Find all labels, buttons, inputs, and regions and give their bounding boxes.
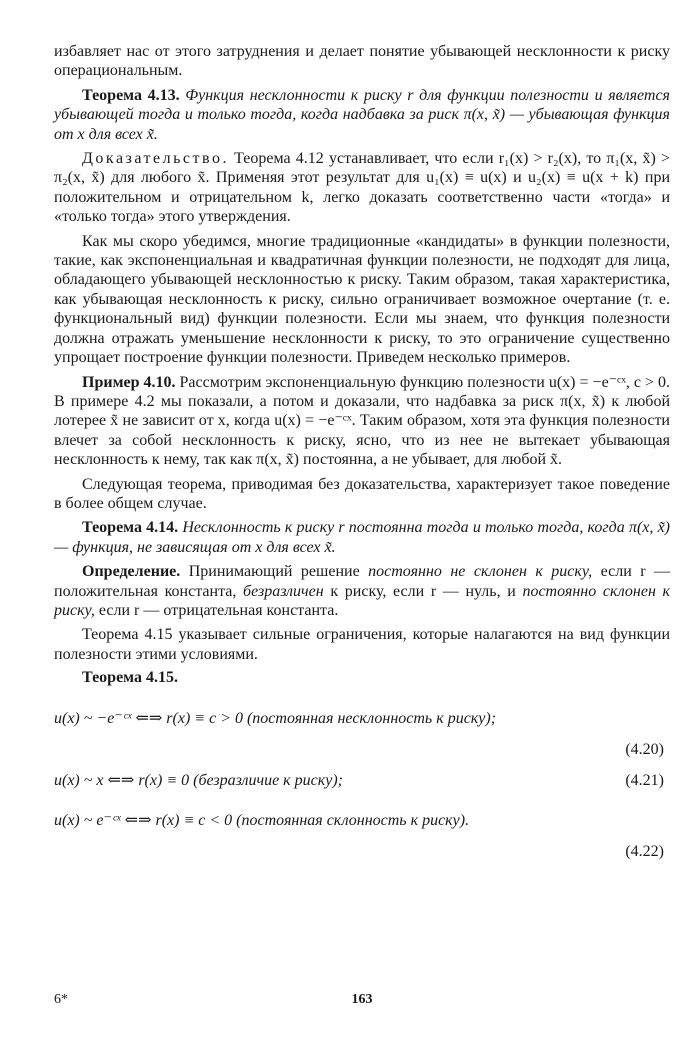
formula-4-20-expression: u(x) ~ −e⁻ᶜˣ ⇐⇒ r(x) ≡ c > 0 (постоянная несклонность к риску); (54, 710, 497, 728)
definition-text-4: если r — отрицательная константа. (98, 601, 339, 619)
printer-signature: 6* (54, 992, 68, 1007)
theorem-4-14 (54, 518, 670, 557)
definition-term-1: постоянно не склонен к риску, (368, 563, 593, 581)
formula-4-21 (54, 767, 670, 795)
definition-text-1: Принимающий решение (188, 563, 360, 581)
formula-4-22-number-line (54, 835, 670, 869)
formula-4-21-expression: u(x) ~ x ⇐⇒ r(x) ≡ 0 (безразличие к риску); (54, 772, 343, 790)
example-4-10-body: Рассмотрим экспоненциальную функцию полезности u(x) = −e⁻ᶜˣ, c > 0. В примере 4.2 мы показали, а потом и доказали, что надбавка за риск π(x, x̃) к любой лотерее x̃ не зависит от x, когда u(x) = −e⁻ᶜˣ. Таким образом, хотя эта функция полезности влечет за собой несклонность к риску, ясно, что из нее не вытекает убывающая несклонность к нему, так как π(x, x̃) постоянна, а не убывает, для любой x̃. (54, 373, 671, 469)
example-4-10 (54, 373, 670, 470)
theorem-4-13-body: Функция несклонности к риску r для функции полезности и является убывающей тогда и только тогда, когда надбавка за риск π(x, x̃) — убывающая функция от x для всех x̃. (54, 86, 670, 143)
formula-4-21-number: (4.21) (625, 772, 664, 790)
formula-4-22-number: (4.22) (625, 843, 664, 861)
proof-paragraph (54, 149, 670, 227)
formula-4-20-number: (4.20) (625, 741, 664, 759)
theorem-4-15-intro: Теорема 4.15 указывает сильные ограничения, которые налагаются на вид функции полезности этими условиями. (54, 626, 670, 663)
theorem-4-13 (54, 86, 670, 144)
theorem-4-14-label: Теорема 4.14. (82, 519, 179, 537)
formula-4-20 (54, 705, 670, 733)
candidates-paragraph: Как мы скоро убедимся, многие традиционные «кандидаты» в функции полезности, такие, как экспоненциальная и квадратичная функции полезности, не подходят для лица, обладающего убывающей несклонностью к риску. Таким образом, такая характеристика, как убывающая несклонность к риску, сильно ограничивает возможное очертание (т. е. функциональный вид) функции полезности. Если мы знаем, что функция полезности должна отражать уменьшение несклонности к риску, то это ограничение существенно упрощает построение функции полезности. Приведем несколько примеров. (54, 232, 670, 367)
definition-text-3: к риску, если r — нуль, и (330, 582, 516, 600)
page-footer (54, 992, 670, 1014)
intro-paragraph: избавляет нас от этого затруднения и делает понятие убывающей несклонности к риску операциональным. (54, 43, 670, 80)
theorem-4-15-label: Теорема 4.15. (82, 669, 178, 687)
definition-paragraph (54, 562, 670, 620)
formula-4-22-expression: u(x) ~ e⁻ᶜˣ ⇐⇒ r(x) ≡ c < 0 (постоянная склонность к риску). (54, 812, 470, 830)
next-theorem-paragraph: Следующая теорема, приводимая без доказательства, характеризует такое поведение в более общем случае. (54, 475, 670, 512)
definition-text-2: если r — положительная константа, (54, 563, 671, 600)
proof-body: Теорема 4.12 устанавливает, что если r₁(x) > r₂(x), то π₁(x, x̃) > π₂(x, x̃) для любого x̃. Применяя этот результат для u₁(x) ≡ u(x) и u₂(x) ≡ u(x + k) при положительном и отрицательном k, легко доказать соответственно части «тогда» и «только тогда» этого утверждения. (54, 150, 670, 226)
proof-label: Доказательство. (82, 150, 229, 168)
page-number: 163 (351, 992, 373, 1007)
definition-term-2: безразличен (243, 582, 324, 600)
theorem-4-13-label: Теорема 4.13. (82, 86, 180, 104)
definition-term-3: постоянно склонен к риску, (54, 582, 671, 619)
example-4-10-label: Пример 4.10. (82, 373, 176, 391)
definition-label: Определение. (82, 563, 181, 581)
formula-4-22 (54, 807, 670, 835)
theorem-4-14-body: Несклонность к риску r постоянна тогда и только тогда, когда π(x, x̃) — функция, не зависящая от x для всех x̃. (54, 519, 670, 556)
formula-4-20-number-line (54, 733, 670, 767)
